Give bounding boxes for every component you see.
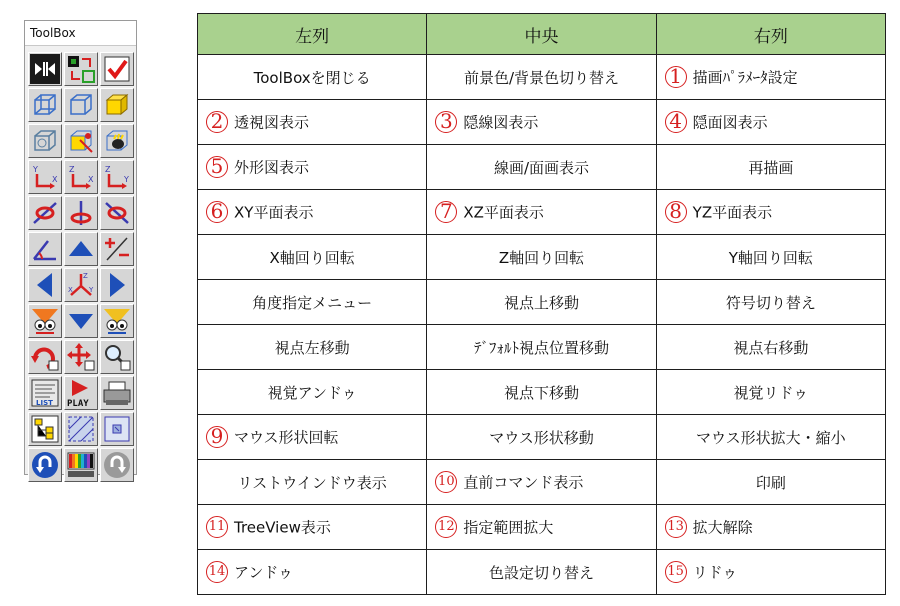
cell-label: 外形図表示 [234,158,310,177]
treeview-button[interactable] [28,412,62,446]
visual-redo-button[interactable] [100,304,134,338]
default-view-button[interactable] [64,268,98,302]
cell-label: YZ平面表示 [692,203,773,222]
hidden-line-view-button[interactable] [64,88,98,122]
table-cell-center [427,55,656,100]
view-down-button[interactable] [64,304,98,338]
mouse-rotate-button[interactable] [28,340,62,374]
sign-toggle-icon [102,234,132,264]
table-cell-left [198,370,427,415]
table-cell-center [427,190,656,235]
table-cell-center [427,415,656,460]
cell-label: 符号切り替え [725,293,816,312]
cell-label: XY平面表示 [234,203,314,222]
view-left-icon [30,270,60,300]
circled-number-badge: 4 [665,111,687,133]
table-cell-left [198,145,427,190]
mouse-rotate-icon [30,342,60,372]
circled-number-badge: 11 [206,516,228,538]
cell-label: 視点下移動 [503,383,579,402]
angle-menu-icon [30,234,60,264]
svg-text:Z: Z [69,165,75,174]
cell-label: 視点左移動 [274,338,350,357]
function-table-body [198,55,886,595]
table-cell-center [427,325,656,370]
close-toolbox-button[interactable] [28,52,62,86]
table-cell-center [427,235,656,280]
cell-label: 視点上移動 [503,293,579,312]
table-cell-right [656,235,885,280]
swap-colors-button[interactable] [64,52,98,86]
list-window-icon [30,378,60,408]
circled-number-badge: 1 [665,66,687,88]
table-row [198,370,886,415]
function-table [197,13,886,595]
table-cell-right [656,415,885,460]
table-cell-right [656,280,885,325]
cell-label: 視覚アンドゥ [267,383,357,402]
color-setting-icon [66,450,96,480]
cell-label: マウス形状移動 [489,428,594,447]
cell-label: 角度指定メニュー [252,293,373,312]
cell-label: リドゥ [692,563,738,582]
outline-view-button[interactable] [28,124,62,158]
circled-number-badge: 6 [206,201,228,223]
header-center-column: 中央 [427,14,656,55]
toolbox-title: ToolBox [25,21,136,46]
mouse-move-button[interactable] [64,340,98,374]
cell-label: 透視図表示 [234,113,310,132]
circled-number-badge: 5 [206,156,228,178]
redraw-button[interactable] [100,124,134,158]
svg-text:Y: Y [33,165,38,174]
svg-text:X: X [52,175,58,184]
header-left-column: 左列 [198,14,427,55]
circled-number-badge: 15 [665,561,687,583]
visual-undo-icon [30,306,60,336]
table-cell-right [656,550,885,595]
draw-params-icon [102,54,132,84]
perspective-view-icon [30,90,60,120]
table-cell-left [198,415,427,460]
zoom-range-icon [66,414,96,444]
print-icon [102,378,132,408]
table-row [198,460,886,505]
circled-number-badge: 14 [206,561,228,583]
hidden-line-view-icon [66,90,96,120]
z-axis-rotate-icon [66,198,96,228]
table-row [198,55,886,100]
toolbox-button-grid [28,52,134,482]
y-axis-rotate-button[interactable] [100,196,134,230]
close-toolbox-icon [30,54,60,84]
draw-params-button[interactable] [100,52,134,86]
line-surface-toggle-icon [66,126,96,156]
svg-text:Z: Z [83,272,88,280]
table-cell-center [427,460,656,505]
mouse-zoom-button[interactable] [100,340,134,374]
cell-label: マウス形状拡大・縮小 [696,428,846,447]
toolbox-panel [24,20,137,475]
table-cell-left [198,325,427,370]
color-setting-button[interactable] [64,448,98,482]
cell-label: リストウインドウ表示 [237,473,387,492]
cell-label: 再描画 [748,158,794,177]
table-cell-left [198,505,427,550]
cell-label: 隠面図表示 [692,113,768,132]
table-row [198,505,886,550]
view-right-button[interactable] [100,268,134,302]
table-cell-right [656,370,885,415]
cell-label: Z軸回り回転 [498,248,585,267]
redo-button[interactable] [100,448,134,482]
view-up-icon [66,234,96,264]
mouse-zoom-icon [102,342,132,372]
table-cell-right [656,460,885,505]
cell-label: X軸回り回転 [269,248,355,267]
swap-colors-icon [66,54,96,84]
table-cell-center [427,550,656,595]
mouse-move-icon [66,342,96,372]
zoom-reset-icon [102,414,132,444]
y-axis-rotate-icon [102,198,132,228]
table-row [198,550,886,595]
perspective-view-button[interactable] [28,88,62,122]
circled-number-badge: 3 [435,111,457,133]
table-cell-left [198,235,427,280]
line-surface-toggle-button[interactable] [64,124,98,158]
view-down-icon [66,306,96,336]
hidden-surface-view-icon [102,90,132,120]
circled-number-badge: 13 [665,516,687,538]
xy-plane-icon [30,162,60,192]
table-row [198,190,886,235]
table-cell-left [198,100,427,145]
table-cell-center [427,370,656,415]
table-cell-left [198,460,427,505]
table-cell-center [427,505,656,550]
table-cell-right [656,145,885,190]
table-cell-left [198,280,427,325]
cell-label: XZ平面表示 [463,203,544,222]
xz-plane-icon [66,162,96,192]
svg-text:Y: Y [124,175,129,184]
zoom-reset-button[interactable] [100,412,134,446]
hidden-surface-view-button[interactable] [100,88,134,122]
cell-label: 直前コマンド表示 [463,473,584,492]
cell-label: 線画/面画表示 [493,158,590,177]
list-window-button[interactable] [28,376,62,410]
sign-toggle-button[interactable] [100,232,134,266]
z-axis-rotate-button[interactable] [64,196,98,230]
view-right-icon [102,270,132,300]
x-axis-rotate-button[interactable] [28,196,62,230]
table-cell-center [427,145,656,190]
cell-label: 前景色/背景色切り替え [463,68,620,87]
table-cell-right [656,505,885,550]
table-cell-right [656,325,885,370]
svg-text:Z: Z [105,165,111,174]
default-view-icon [66,270,96,300]
cell-label: TreeView表示 [234,518,331,537]
yz-plane-icon [102,162,132,192]
table-cell-right [656,55,885,100]
table-cell-center [427,280,656,325]
cell-label: 隠線図表示 [463,113,539,132]
cell-label: 指定範囲拡大 [463,518,554,537]
table-cell-center [427,100,656,145]
cell-label: 描画ﾊﾟﾗﾒｰﾀ設定 [692,68,798,87]
cell-label: 色設定切り替え [488,563,594,582]
visual-undo-button[interactable] [28,304,62,338]
circled-number-badge: 2 [206,111,228,133]
print-button[interactable] [100,376,134,410]
svg-text:X: X [88,175,94,184]
cell-label: 視覚リドゥ [733,383,809,402]
table-row [198,415,886,460]
table-cell-left [198,55,427,100]
cell-label: 拡大解除 [692,518,753,537]
circled-number-badge: 7 [435,201,457,223]
svg-text:PLAY: PLAY [67,399,89,408]
command-play-icon [66,378,96,408]
redraw-icon [102,126,132,156]
undo-button[interactable] [28,448,62,482]
redo-icon [102,450,132,480]
table-cell-right [656,190,885,235]
command-play-button[interactable] [64,376,98,410]
outline-view-icon [30,126,60,156]
xy-plane-button[interactable] [28,160,62,194]
table-row [198,145,886,190]
xz-plane-button[interactable] [64,160,98,194]
x-axis-rotate-icon [30,198,60,228]
view-up-button[interactable] [64,232,98,266]
table-cell-right [656,100,885,145]
table-row [198,280,886,325]
circled-number-badge: 12 [435,516,457,538]
zoom-range-button[interactable] [64,412,98,446]
visual-redo-icon [102,306,132,336]
circled-number-badge: 10 [435,471,457,493]
cell-label: マウス形状回転 [234,428,339,447]
cell-label: アンドゥ [234,563,294,582]
cell-label: ToolBoxを閉じる [253,68,371,87]
svg-text:LIST: LIST [36,399,53,407]
svg-text:X: X [68,286,73,294]
table-header-row [198,14,886,55]
cell-label: Y軸回り回転 [728,248,813,267]
yz-plane-button[interactable] [100,160,134,194]
circled-number-badge: 9 [206,426,228,448]
cell-label: 視点右移動 [733,338,809,357]
cell-label: ﾃﾞﾌｫﾙﾄ視点位置移動 [473,338,609,357]
svg-text:Y: Y [89,286,94,294]
table-row [198,100,886,145]
angle-menu-button[interactable] [28,232,62,266]
table-row [198,325,886,370]
circled-number-badge: 8 [665,201,687,223]
header-right-column: 右列 [656,14,885,55]
view-left-button[interactable] [28,268,62,302]
table-row [198,235,886,280]
treeview-icon [30,414,60,444]
table-cell-left [198,190,427,235]
undo-icon [30,450,60,480]
table-cell-left [198,550,427,595]
cell-label: 印刷 [755,473,786,492]
